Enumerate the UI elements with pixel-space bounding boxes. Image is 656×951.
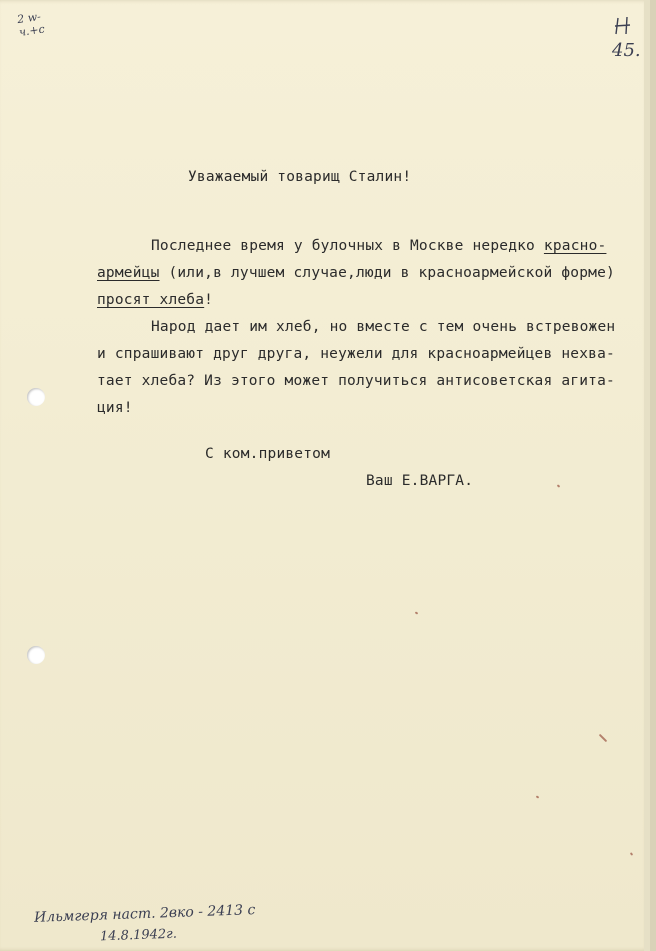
paper-speck	[599, 734, 607, 742]
underlined-segment: просят хлеба	[97, 292, 205, 308]
paper-speck	[415, 611, 419, 614]
paper-speck	[557, 484, 561, 487]
punch-hole-upper	[27, 388, 45, 406]
paragraph-2-line-4: ция!	[97, 400, 133, 416]
paragraph-1-line-1	[151, 237, 606, 255]
paragraph-1-line-2	[97, 264, 615, 282]
paragraph-2-line-2: и спрашивают друг друга, неужели для красноармейцев нехва-	[97, 346, 615, 362]
closing: С ком.приветом	[205, 446, 331, 462]
folio-mark: 45.	[612, 40, 641, 61]
paper-speck	[536, 795, 540, 798]
salutation: Уважаемый товарищ Сталин!	[188, 169, 412, 185]
page-edge	[644, 0, 650, 951]
paragraph-2-line-1: Народ дает им хлеб, но вместе с тем очень встревожен	[151, 319, 616, 335]
folio-strike	[612, 14, 634, 38]
text-segment: !	[204, 292, 214, 308]
underlined-segment: красно-	[543, 238, 607, 254]
underlined-segment: армейцы	[97, 265, 160, 281]
signature: Ваш Е.ВАРГА.	[366, 473, 474, 489]
top-left-scribble: 2 w- ч.+с	[16, 9, 46, 39]
paragraph-1-line-3	[97, 291, 213, 309]
bottom-note-line-1: Ильмгеря наст. 2вко - 2413 с	[33, 902, 256, 926]
bottom-note-line-2: 14.8.1942г.	[99, 926, 178, 945]
punch-hole-lower	[27, 646, 45, 664]
text-segment: Последнее время у булочных в Москве нередко	[151, 238, 544, 254]
text-segment: (или,в лучшем случае,люди в красноармейской форме)	[159, 265, 615, 281]
paper-speck	[630, 852, 633, 856]
paragraph-2-line-3: тает хлеба? Из этого может получиться антисоветская агита-	[97, 373, 615, 389]
